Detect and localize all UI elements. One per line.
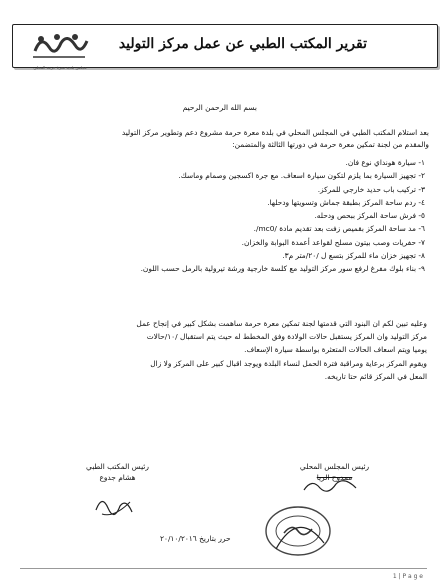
report-header [12, 24, 438, 68]
list-item: ٣- تركيب باب حديد خارجي للمركز. [317, 184, 425, 194]
paragraph-line: يوميا ويتم اسعاف الحالات المتعثرة بواسطة سيارة الإسعاف. [244, 345, 427, 355]
official-stamp-icon [262, 503, 334, 559]
list-item: ٨- تجهيز خزان ماء للمركز بتسع ل /٢٠/متر م٣. [282, 251, 425, 261]
list-item: ٩- بناء بلوك مفرغ لرفع سور مركز التوليد مع كلسة خارجية ورشة تيرولية بالرمل حسب اللون. [140, 264, 425, 274]
basmala: بسم الله الرحمن الرحيم [182, 103, 257, 112]
paragraph-line: ويقوم المركز برعاية ومراقبة فترة الحمل لنساء البلدة ويوجد اقبال كبير على المركز ولا زال [150, 358, 427, 368]
intro-line-1: بعد استلام المكتب الطبي في المجلس المحلي في بلدة معرة حرمة مشروع دعم وتطوير مركز التوليد [121, 128, 429, 137]
footer-divider [20, 568, 427, 569]
report-title: تقرير المكتب الطبي عن عمل مركز التوليد [118, 36, 367, 52]
list-item: ٦- مد ساحة المركز بقميص زفت بعد تقديم مادة /mc0/. [253, 224, 425, 234]
items-list [18, 156, 425, 276]
list-item: ٢- تجهيز السيارة بما يلزم لتكون سيارة اسعاف. مع جرة اكسجين وصمام وماسك. [178, 171, 425, 181]
page-number: 1 | P a g e [392, 573, 423, 580]
council-logo-icon [27, 29, 91, 63]
paragraph-line: المعل في المركز قائم حتا تاريخه. [324, 371, 427, 381]
paragraph-line: وعليه تبين لكم ان البنود التي قدمتها لجنة تمكين معرة حرمة ساهمت بشكل كبير في إنجاح عمل [136, 319, 427, 328]
handwritten-signature-icon [92, 490, 138, 520]
signature-name: هشام جدوع [99, 473, 136, 482]
signature-title: رئيس المكتب الطبي [86, 462, 149, 471]
conclusion-paragraph [18, 317, 427, 383]
logo-caption: مجلس بلدية معرة حرمة المحلي [33, 65, 87, 70]
document-date: حرر بتاريخ ٢٠/١٠/٢٠١٦ [160, 534, 231, 543]
intro-line-2: والمقدم من لجنة تمكين معرة حرمة في دورتها الثالثة والمتضمن: [232, 140, 429, 149]
handwritten-signature-icon [300, 476, 360, 498]
medical-office-signature [70, 461, 165, 483]
list-item: ٤- ردم ساحة المركز بطبقة جماش وتسويتها ودحلها. [267, 197, 425, 207]
list-item: ٥- فرش ساحة المركز ببحص ودحله. [314, 211, 425, 221]
signature-name: ممدوح الريا [316, 473, 353, 482]
list-item: ٧- حفريات وصب بيتون مسلح لقواعد أعمدة البوابة والخزان. [241, 237, 425, 247]
paragraph-line: مركز التوليد وان المركز يستقبل حالات الولادة وفق المخطط له حيث يتم استقبال /١٠/حالات [146, 332, 427, 342]
list-item: ١- سيارة هونداي نوع فان. [345, 158, 425, 167]
signature-title: رئيس المجلس المحلي [299, 462, 370, 471]
